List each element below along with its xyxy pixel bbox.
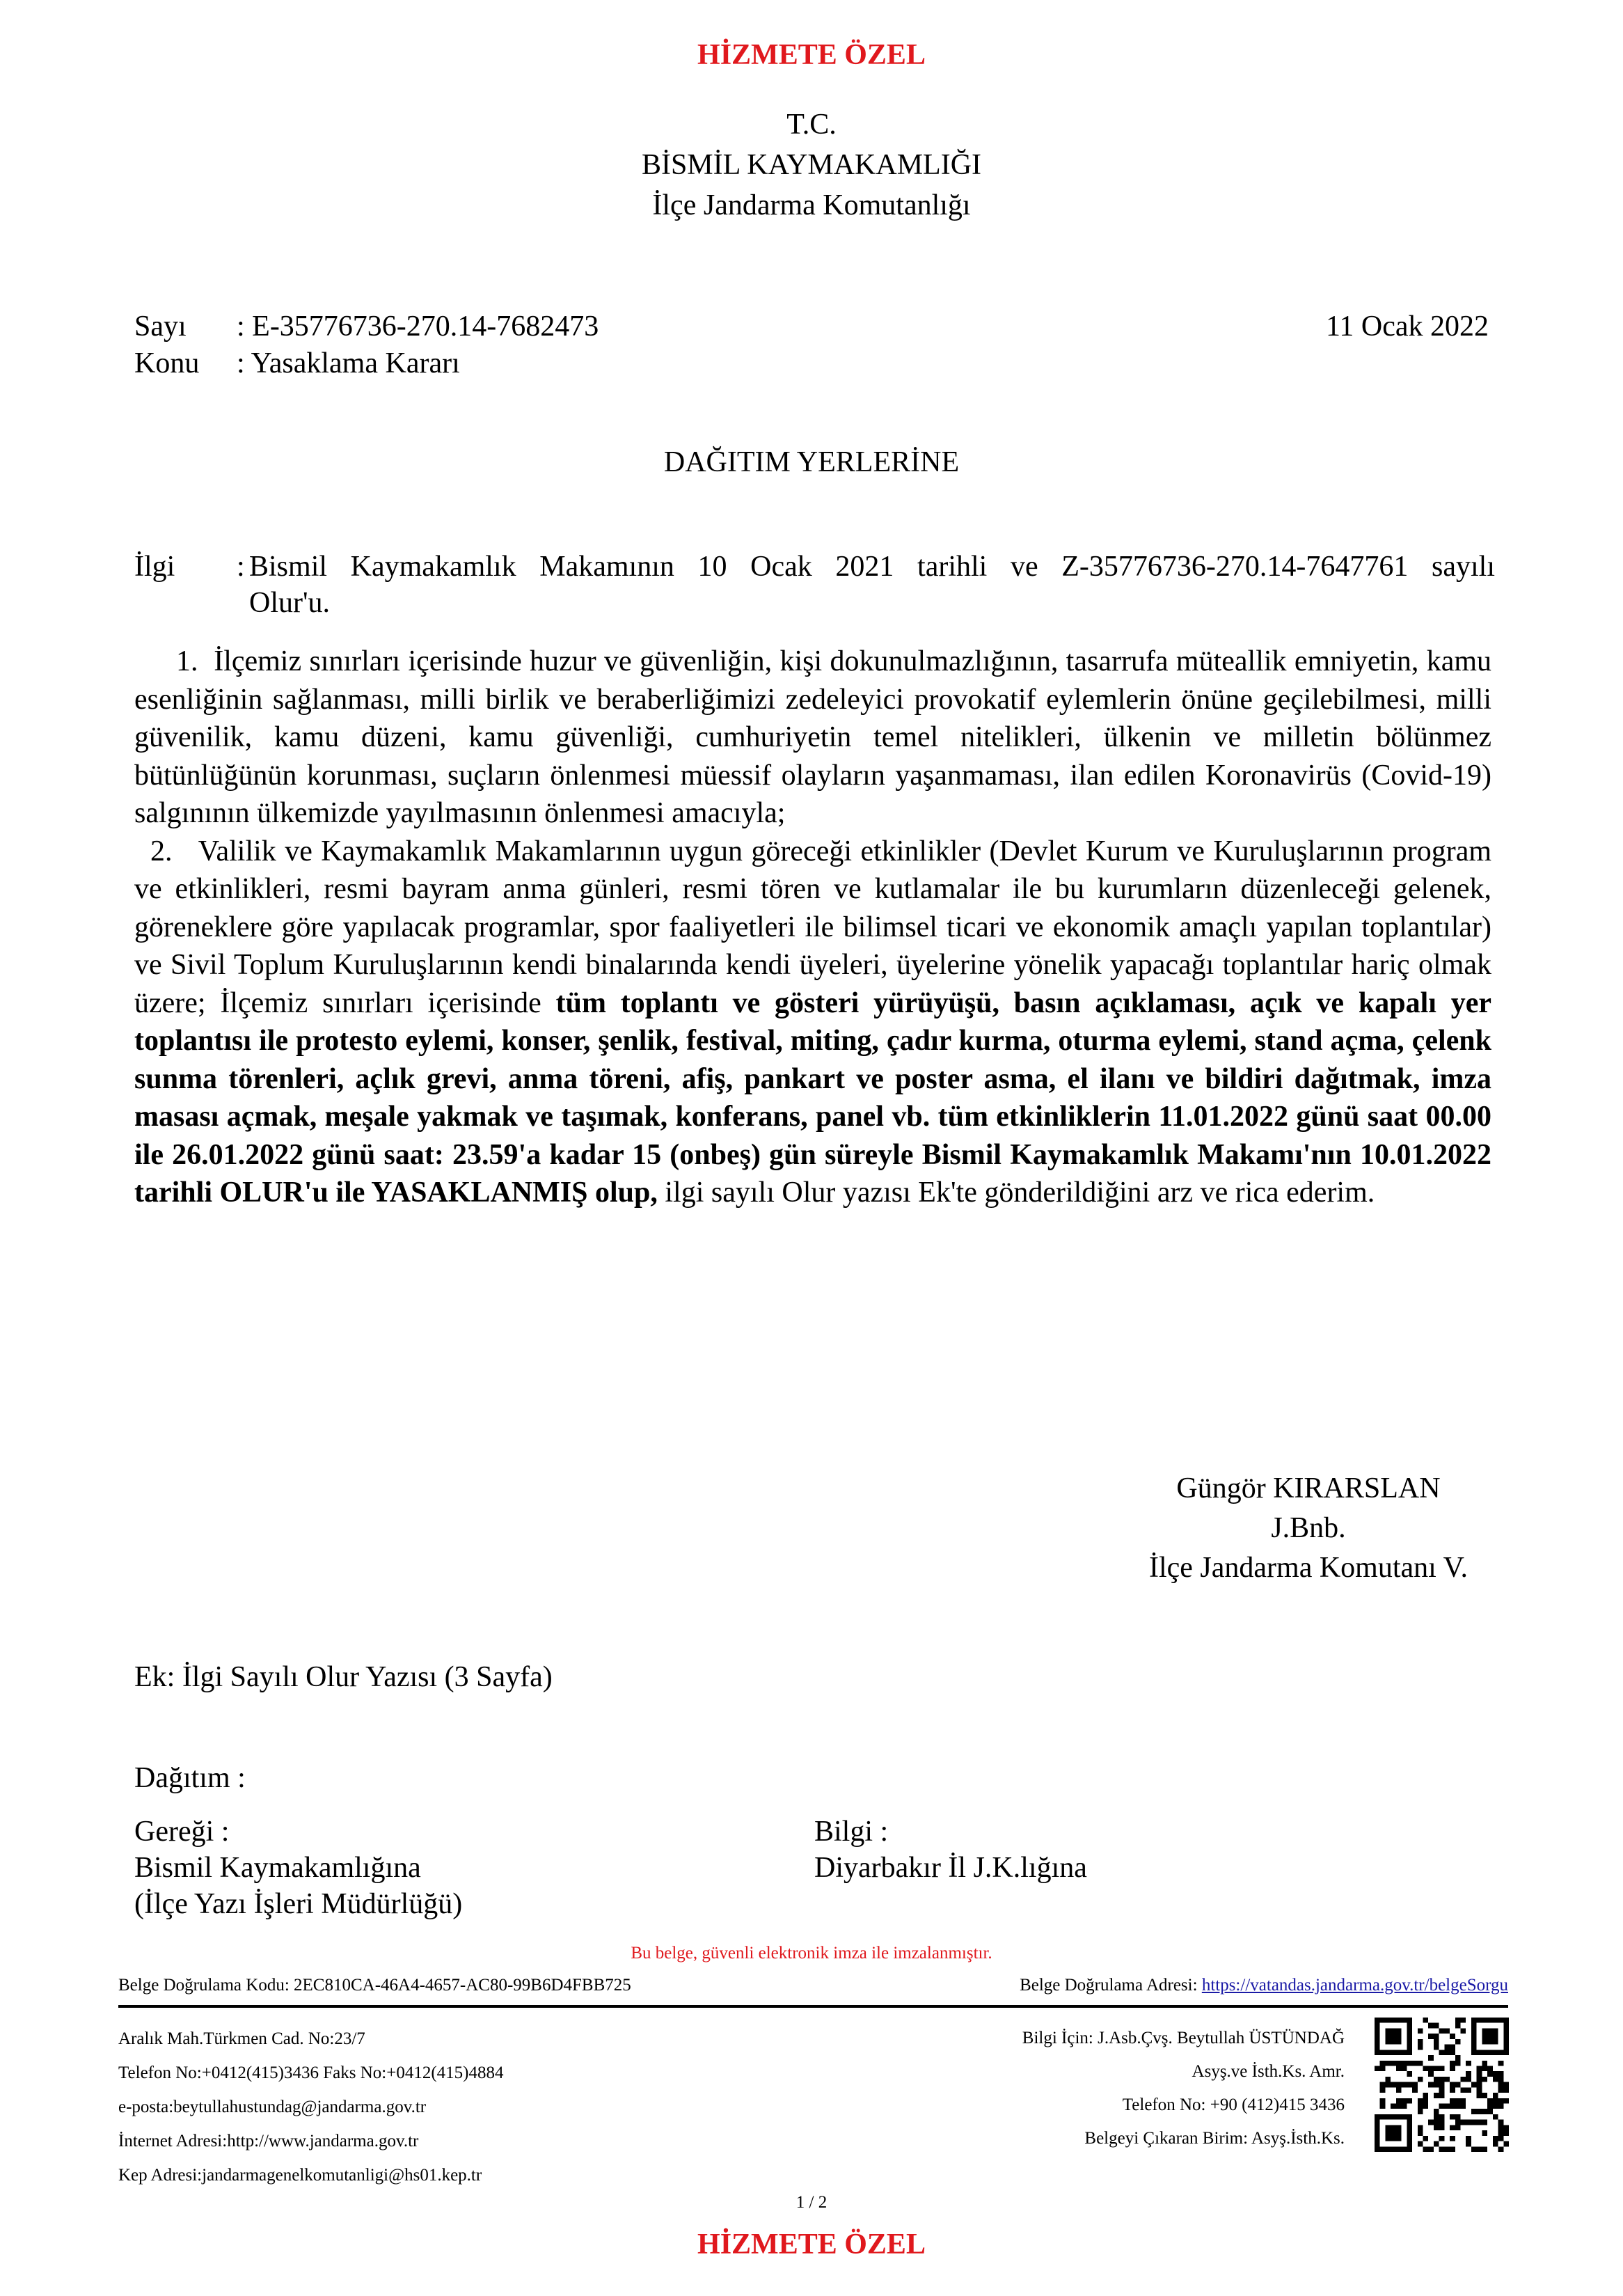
- body: [134, 643, 1491, 1212]
- qr-modules: [1375, 2018, 1509, 2152]
- footer-info-phone: Telefon No: +90 (412)415 3436: [1122, 2096, 1345, 2114]
- paragraph-2-text: Valilik ve Kaymakamlık Makamlarının uygun göreceği etkinlikler (Devlet Kurum ve Kuruluşlarının program ve etkinlikleri, resmi bayram anma günleri, resmi tören ve kutlamalar ile bu kurumların düzenleceği gelenek, göreneklere göre yapılacak programlar, spor faaliyetleri ile bilimsel ticari ve ekonomik amaçlı yapılan toplantılar) ve Sivil Toplum Kuruluşlarının kendi binalarında kendi üyeleri, üyelerine yönelik yapacağı toplantılar hariç olmak üzere; İlçemiz sınırları içerisinde: [134, 835, 1492, 1019]
- verify-code: Belge Doğrulama Kodu: 2EC810CA-46A4-4657-AC80-99B6D4FBB725: [118, 1976, 631, 1995]
- ilgi-colon: :: [237, 551, 245, 583]
- paragraph-1-number: 1.: [176, 645, 198, 677]
- konu-label: Konu: [134, 347, 200, 379]
- header-komutanlik: İlçe Jandarma Komutanlığı: [652, 189, 971, 221]
- verification-qr-code: [1375, 2018, 1509, 2152]
- paragraph-2-number: 2.: [150, 835, 173, 867]
- esign-notice: Bu belge, güvenli elektronik imza ile imzalanmıştır.: [631, 1944, 992, 1963]
- konu-value: : Yasaklama Kararı: [237, 347, 460, 379]
- footer-info-dept: Asyş.ve İsth.Ks. Amr.: [1191, 2062, 1345, 2081]
- geregi-label: Gereği :: [134, 1816, 230, 1848]
- sayi-label: Sayı: [134, 310, 187, 343]
- document-date: 11 Ocak 2022: [1325, 310, 1489, 343]
- verify-address-label: Belge Doğrulama Adresi:: [1020, 1976, 1202, 1995]
- signature-block: [1114, 1469, 1503, 1588]
- distribution-label: Dağıtım :: [134, 1762, 246, 1794]
- recipient: DAĞITIM YERLERİNE: [663, 446, 960, 478]
- geregi-line2: (İlçe Yazı İşleri Müdürlüğü): [134, 1888, 463, 1920]
- footer-divider: [118, 2005, 1508, 2008]
- geregi-block: [134, 1814, 462, 1922]
- footer-email: e-posta:beytullahustundag@jandarma.gov.tr: [118, 2098, 427, 2116]
- footer-info-unit: Belgeyi Çıkaran Birim: Asyş.İsth.Ks.: [1084, 2129, 1345, 2148]
- ilgi-label: İlgi: [134, 551, 175, 583]
- classification-bottom: HİZMETE ÖZEL: [697, 2228, 926, 2260]
- paragraph-1: [134, 643, 1491, 833]
- ilgi-line1: Bismil Kaymakamlık Makamının 10 Ocak 2021 tarihli ve Z-35776736-270.14-7647761 sayılı: [249, 551, 1495, 583]
- verify-address: [1020, 1976, 1508, 1995]
- paragraph-2-bold-text: tüm toplantı ve gösteri yürüyüşü, basın açıklaması, açık ve kapalı yer toplantısı ile protesto eylemi, konser, şenlik, festival, miting, çadır kurma, oturma eylemi, stand açma, çelenk sunma törenleri, açlık grevi, anma töreni, afiş, pankart ve poster asma, el ilanı ve bildiri dağıtmak, imza masası açmak, meşale yakmak ve taşımak, konferans, panel vb. tüm etkinliklerin 11.01.2022 günü saat 00.00 ile 26.01.2022 günü saat: 23.59'a kadar 15 (onbeş) gün süreyle Bismil Kaymakamlık Makamı'nın 10.01.2022 tarihli OLUR'u ile YASAKLANMIŞ olup,: [134, 986, 1492, 1209]
- header: [0, 104, 1623, 226]
- page-number: 1 / 2: [795, 2193, 828, 2212]
- classification-top: HİZMETE ÖZEL: [697, 39, 926, 71]
- bilgi-label: Bilgi :: [814, 1816, 889, 1848]
- footer-kep: Kep Adresi:jandarmagenelkomutanligi@hs01.kep.tr: [118, 2166, 482, 2185]
- footer-internet: İnternet Adresi:http://www.jandarma.gov.tr: [118, 2132, 419, 2150]
- footer-contact-right: [1022, 2022, 1345, 2155]
- attachment: Ek: İlgi Sayılı Olur Yazısı (3 Sayfa): [134, 1661, 553, 1693]
- signer-name: Güngör KIRARSLAN: [1176, 1472, 1441, 1504]
- signer-title: İlçe Jandarma Komutanı V.: [1148, 1552, 1468, 1584]
- bilgi-line1: Diyarbakır İl J.K.lığına: [814, 1852, 1087, 1884]
- verify-address-link[interactable]: https://vatandas.jandarma.gov.tr/belgeSorgu: [1201, 1976, 1508, 1995]
- footer-phone-fax: Telefon No:+0412(415)3436 Faks No:+0412(415)4884: [118, 2063, 504, 2082]
- bilgi-block: [814, 1814, 1087, 1886]
- paragraph-1-text: İlçemiz sınırları içerisinde huzur ve güvenliğin, kişi dokunulmazlığının, tasarrufa müteallik emniyetin, kamu esenliğinin sağlanması, milli birlik ve beraberliğimizi zedeleyici provokatif eylemlerin önüne geçilebilmesi, milli güvenilik, kamu düzeni, kamu güvenliği, cumhuriyetin temel nitelikleri, ülkenin ve milletin bölünmez bütünlüğünün korunması, suçların önlenmesi müessif olayların yaşanmaması, ilan edilen Koronavirüs (Covid-19) salgınının ülkemizde yayılmasının önlenmesi amacıyla;: [134, 645, 1492, 829]
- geregi-line1: Bismil Kaymakamlığına: [134, 1852, 421, 1884]
- signer-rank: J.Bnb.: [1271, 1512, 1346, 1544]
- footer-info-contact: Bilgi İçin: J.Asb.Çvş. Beytullah ÜSTÜNDAĞ: [1022, 2029, 1345, 2047]
- footer-contact-left: [118, 2022, 503, 2192]
- header-kaymakamlik: BİSMİL KAYMAKAMLIĞI: [641, 149, 982, 181]
- paragraph-2: [134, 833, 1491, 1212]
- header-tc: T.C.: [786, 109, 837, 141]
- footer-address: Aralık Mah.Türkmen Cad. No:23/7: [118, 2029, 365, 2048]
- sayi-value: : E-35776736-270.14-7682473: [237, 310, 599, 343]
- paragraph-2-end-text: ilgi sayılı Olur yazısı Ek'te gönderildiğini arz ve rica ederim.: [665, 1177, 1375, 1209]
- ilgi-line2: Olur'u.: [249, 587, 331, 619]
